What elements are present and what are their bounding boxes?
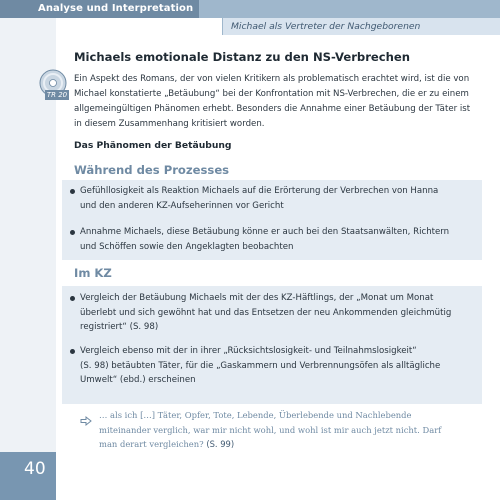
quote-block (99, 408, 477, 452)
bullet-line: Vergleich ebenso mit der in ihrer „Rücksichtslosigkeit- und Teilnahmslosigkeit“ (80, 346, 417, 356)
section-title-kz: Im KZ (74, 266, 112, 280)
bullet-dot (70, 230, 75, 235)
bullet-line: überlebt und sich gewöhnt hat und das Entsetzen der neu Ankommenden gleichmütig (80, 307, 452, 318)
chapter-subtitle-box (222, 18, 500, 35)
page-heading: Michaels emotionale Distanz zu den NS-Verbrechen (74, 50, 411, 64)
section-title-trial: Während des Prozesses (74, 163, 230, 177)
bullet-line: (S. 98) betäubten Täter, für die „Gaskammern und Verbrennungsöfen als alltägliche (80, 360, 441, 371)
intro-paragraph (74, 72, 478, 132)
intro-line: in diesem Zusammenhang kritisiert worden. (74, 119, 265, 129)
section-label: Analyse und Interpretation (0, 0, 199, 18)
quote-line: miteinander verglich, war mir nicht wohl, und wohl ist mir auch jetzt nicht. Darf (99, 424, 442, 435)
bullet-item (80, 184, 476, 213)
subheading-phenomenon: Das Phänomen der Betäubung (74, 140, 232, 151)
bullet-line: und Schöffen sowie den Angeklagten beobachten (80, 241, 294, 252)
bullet-line: Vergleich der Betäubung Michaels mit der des KZ-Häftlings, der „Monat um Monat (80, 293, 434, 303)
bullet-dot (70, 349, 75, 354)
bullet-line: registriert“ (S. 98) (80, 322, 159, 332)
quote-line: … als ich […] Täter, Opfer, Tote, Lebende, Überlebende und Nachlebende (99, 410, 412, 420)
track-badge: TR 20 (46, 91, 68, 99)
bullet-dot (70, 296, 75, 301)
bullet-line: Annahme Michaels, diese Betäubung könne er auch bei den Staatsanwälten, Richtern (80, 227, 450, 237)
intro-line: Michael konstatierte „Betäubung“ bei der Konfrontation mit NS-Verbrechen, die er zu einem (74, 89, 469, 99)
bullet-dot (70, 189, 75, 194)
intro-line: allgemeingültigen Phänomen erhebt. Besonders die Annahme einer Betäubung der Täter ist (74, 104, 471, 114)
bullet-line: Umwelt“ (ebd.) erscheinen (80, 375, 196, 385)
bullet-line: Gefühllosigkeit als Reaktion Michaels auf die Erörterung der Verbrechen von Hanna (80, 186, 439, 196)
bullet-item (80, 225, 476, 254)
arrow-right-icon (80, 415, 92, 427)
quote-text: man derart vergleichen? (99, 439, 204, 449)
page-number: 40 (24, 459, 46, 479)
chapter-subtitle: Michael als Vertreter der Nachgeborenen (231, 21, 421, 32)
quote-line (99, 437, 477, 452)
bullet-item (80, 291, 476, 335)
quote-reference: (S. 99) (206, 439, 235, 449)
bullet-item (80, 344, 476, 388)
bullet-line: und den anderen KZ-Aufseherinnen vor Gericht (80, 200, 284, 211)
intro-line: Ein Aspekt des Romans, der von vielen Kritikern als problematisch erachtet wird, ist die von (74, 74, 470, 84)
